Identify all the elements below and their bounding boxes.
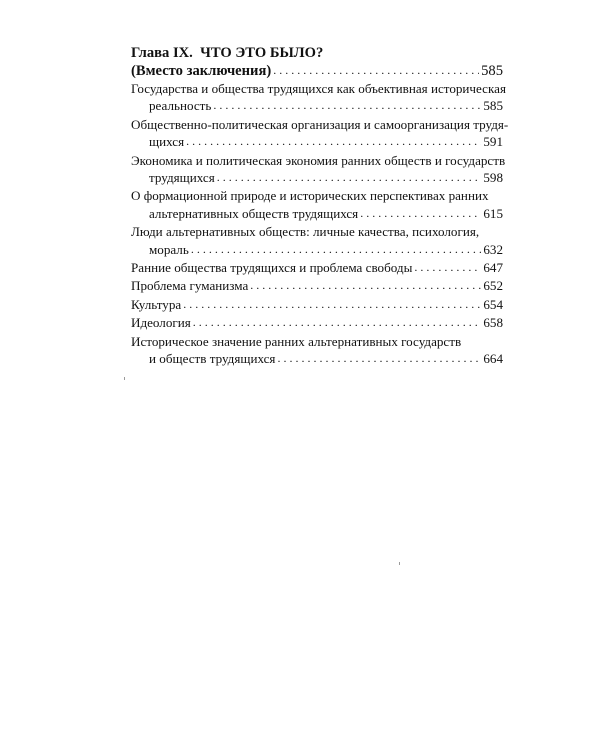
chapter-title: ЧТО ЭТО БЫЛО? — [200, 45, 324, 61]
chapter-subtitle: (Вместо заключения) — [131, 63, 272, 79]
toc-entry-line — [131, 169, 503, 187]
toc-entry-line — [131, 97, 503, 115]
dot-leader — [273, 61, 479, 79]
toc-entry-text-cont: альтернативных обществ трудящихся — [149, 205, 359, 221]
toc-entry-text: О формационной природе и исторических перспективах ранних — [131, 188, 489, 204]
toc-entry-line — [131, 259, 503, 277]
toc-page-number: 654 — [483, 296, 503, 312]
dot-leader — [414, 259, 481, 276]
toc-entry — [131, 187, 503, 223]
chapter-subtitle-line — [131, 62, 503, 80]
toc-page-number: 585 — [483, 98, 503, 114]
toc-entry-text-cont: реальность — [149, 98, 212, 114]
toc-page-number: 664 — [483, 351, 503, 367]
toc-entry-line — [131, 205, 503, 223]
toc-entry-text: Экономика и политическая экономия ранних обществ и государств — [131, 152, 506, 168]
dot-leader — [191, 241, 482, 258]
chapter-page-number: 585 — [481, 63, 503, 79]
scan-speck — [399, 562, 400, 565]
toc-entry — [131, 223, 503, 259]
toc-page-number: 591 — [483, 134, 503, 150]
toc-page-number: 652 — [483, 278, 503, 294]
toc-entry — [131, 333, 503, 369]
dot-leader — [183, 296, 481, 313]
toc-entry — [131, 116, 509, 152]
toc-entry-text: Идеология — [131, 315, 191, 331]
toc-page-number: 647 — [483, 260, 503, 276]
toc-entry-line — [131, 296, 503, 314]
toc-page-number: 658 — [483, 315, 503, 331]
toc-entry-text: Культура — [131, 296, 182, 312]
toc-page-number: 615 — [483, 205, 503, 221]
toc-entry — [131, 314, 503, 332]
toc-entry-text: Общественно-политическая организация и самоорганизация трудя- — [131, 116, 509, 132]
toc-entry-line — [131, 133, 503, 151]
toc-page-number: 598 — [483, 170, 503, 186]
toc-entry-text: Проблема гуманизма — [131, 278, 249, 294]
scan-speck — [124, 377, 125, 380]
dot-leader — [193, 314, 482, 331]
dot-leader — [277, 350, 481, 367]
dot-leader — [213, 97, 481, 114]
toc-entry — [131, 296, 503, 314]
toc-entry-text-cont: щихся — [149, 134, 185, 150]
toc-entry-text-cont: мораль — [149, 241, 189, 257]
dot-leader — [250, 277, 481, 294]
toc-entry-line — [131, 314, 503, 332]
toc-entry-text-cont: и обществ трудящихся — [149, 351, 276, 367]
toc-entry-text: Ранние общества трудящихся и проблема свободы — [131, 260, 413, 276]
toc-entry-text: Люди альтернативных обществ: личные качества, психология, — [131, 224, 480, 240]
dot-leader — [186, 133, 481, 150]
chapter-label: Глава IX. — [131, 45, 193, 61]
toc-entry — [131, 277, 503, 295]
toc-entry-text-cont: трудящихся — [149, 170, 215, 186]
toc-entry-line — [131, 277, 503, 295]
chapter-heading — [131, 44, 503, 62]
toc-entry-line — [131, 241, 503, 259]
toc-entry — [131, 152, 506, 188]
toc-entry — [131, 80, 506, 116]
table-of-contents — [131, 44, 509, 369]
toc-page-number: 632 — [483, 241, 503, 257]
toc-entry — [131, 259, 503, 277]
dot-leader — [360, 205, 481, 222]
dot-leader — [217, 169, 482, 186]
toc-entry-line — [131, 350, 503, 368]
toc-entry-text: Историческое значение ранних альтернативных государств — [131, 333, 462, 349]
toc-entry-text: Государства и общества трудящихся как объективная историческая — [131, 81, 506, 96]
